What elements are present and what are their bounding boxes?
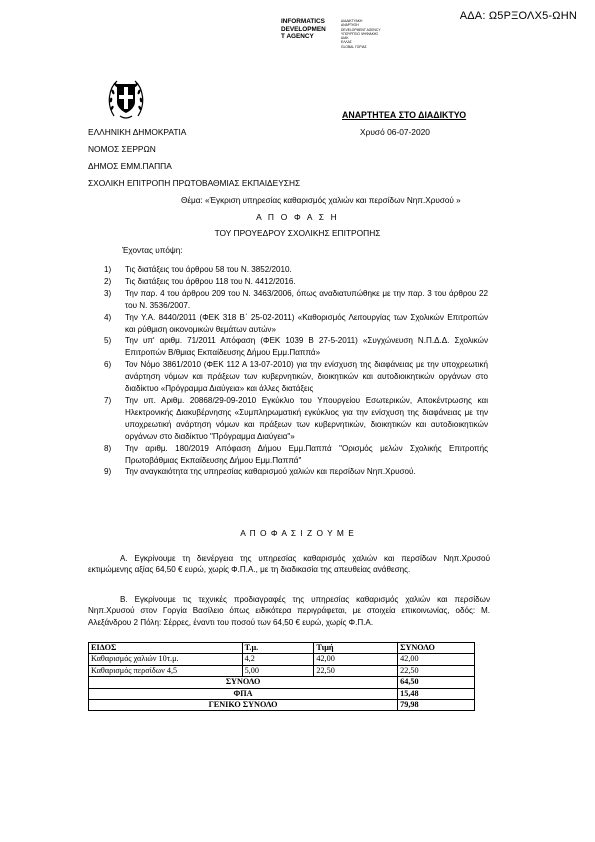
agency-logo bbox=[281, 18, 326, 41]
total-value: 64,50 bbox=[398, 677, 475, 688]
vat-label: ΦΠΑ bbox=[89, 688, 398, 699]
header-line-committee: ΣΧΟΛΙΚΗ ΕΠΙΤΡΟΠΗ ΠΡΩΤΟΒΑΘΜΙΑΣ ΕΚΠΑΙΔΕΥΣΗΣ bbox=[88, 178, 301, 188]
ada-code: ΑΔΑ: Ω5ΡΞΟΛΧ5-ΩΗΝ bbox=[459, 10, 577, 22]
list-item-text: Τον Νόμο 3861/2010 (ΦΕΚ 112 Α 13-07-2010) για την ενίσχυση της διαφάνειας με την υποχρεωτική ανάρτηση νόμων και πράξεων των κυβερνητικών, διοικητικών και αυτοδιοικητικών οργάνων στο διαδίκτυο «Πρόγραμμα Διαύγεια» και άλλες διατάξεις bbox=[125, 360, 488, 394]
header-line-republic: ΕΛΛΗΝΙΚΗ ΔΗΜΟΚΡΑΤΙΑ bbox=[88, 127, 187, 137]
list-item-text: Την αριθμ. 180/2019 Απόφαση Δήμου Εμμ.Παππά "Ορισμός μελών Σχολικής Επιτροπής Πρωτοβάθμιας Εκπαίδευσης Δήμου Εμμ.Παππά" bbox=[125, 443, 488, 465]
table-vat-row bbox=[89, 688, 475, 699]
agency-small-line: ΥΠΟΥΡΓΕΙΟ ΨΗΦΙΑΚΗΣ bbox=[341, 31, 379, 36]
decision-title: Α Π Ο Φ Α Σ Η bbox=[256, 212, 339, 222]
list-item-text: Την υπ' αριθμ. 71/2011 Απόφαση (ΦΕΚ 1039 Β 27-5-2011) «Συγχώνευση Ν.Π.Δ.Δ. Σχολικών Επιτροπών Β/θμιας Εκπαίδευσης Δήμου Εμμ.Παππά» bbox=[125, 336, 488, 358]
cost-table bbox=[88, 642, 475, 711]
header-line-prefecture: ΝΟΜΟΣ ΣΕΡΡΩΝ bbox=[88, 144, 156, 154]
list-item bbox=[104, 395, 488, 443]
decision-subtitle: ΤΟΥ ΠΡΟΥΕΔΡΟΥ ΣΧΟΛΙΚΗΣ ΕΠΙΤΡΟΠΗΣ bbox=[214, 228, 381, 238]
table-header-cell: Τιμή bbox=[314, 643, 398, 654]
agency-logo-line: DEVELOPMEN bbox=[281, 25, 326, 33]
list-item-number: 4) bbox=[104, 312, 112, 322]
list-item-text: Τις διατάξεις του άρθρου 58 του Ν. 3852/2010. bbox=[125, 265, 292, 274]
list-item-text: Την παρ. 4 του άρθρου 209 του Ν. 3463/2006, όπως αναδιατυπώθηκε με την παρ. 3 του άρθρου 22 του Ν. 3536/2007. bbox=[125, 288, 488, 310]
considerations-list bbox=[104, 264, 488, 478]
paragraph-b bbox=[88, 594, 490, 628]
list-item-number: 7) bbox=[104, 395, 112, 405]
table-header-cell: ΕΙΔΟΣ bbox=[89, 643, 243, 654]
agency-logo-small-text bbox=[341, 19, 381, 49]
table-cell: 42,00 bbox=[314, 654, 398, 665]
list-item bbox=[104, 443, 488, 467]
table-grand-total-row bbox=[89, 700, 475, 711]
list-item-number: 9) bbox=[104, 467, 112, 477]
decide-title: Α Π Ο Φ Α Σ Ι Ζ Ο Υ Μ Ε bbox=[240, 528, 355, 538]
table-header-cell: Τ.μ. bbox=[242, 643, 314, 654]
list-item bbox=[104, 359, 488, 395]
list-item-number: 6) bbox=[104, 360, 112, 370]
list-item-number: 1) bbox=[104, 265, 112, 274]
list-item-text: Την Υ.Α. 8440/2011 (ΦΕΚ 318 Β΄ 25-02-2011) «Καθορισμός Λειτουργίας των Σχολικών Επιτροπών και ρύθμιση οικονομικών θεμάτων αυτών» bbox=[125, 312, 488, 334]
list-item bbox=[104, 466, 488, 478]
table-header-row bbox=[89, 643, 475, 654]
list-item-text: Τις διατάξεις του άρθρου 118 του Ν. 4412/2016. bbox=[125, 276, 296, 286]
agency-logo-line: T AGENCY bbox=[281, 33, 314, 41]
table-cell: 22,50 bbox=[398, 665, 475, 676]
list-item-number: 2) bbox=[104, 276, 112, 286]
agency-small-line: ΔΙΑΔΙΚΤΥΑΚΗ bbox=[341, 19, 363, 23]
paragraph-a-text: Α. Εγκρίνουμε τη διενέργεια της υπηρεσίας καθαρισμός χαλιών και περσίδων Νηπ.Χρυσού εκτιμώμενης αξίας 64,50 € ευρώ, χωρίς Φ.Π.Α., με τη διαδικασία της απευθείας ανάθεσης. bbox=[88, 554, 490, 575]
agency-small-line: ΔΙΑΚ bbox=[341, 36, 349, 41]
table-cell: 4,2 bbox=[242, 654, 314, 665]
table-cell: Καθαρισμός χαλιών 10τ.μ. bbox=[89, 654, 243, 665]
subject-line: Θέμα: «Έγκριση υπηρεσίας καθαρισμός χαλιών και περσίδων Νηπ.Χρυσού » bbox=[181, 196, 461, 205]
publish-online-notice: ΑΝΑΡΤΗΤΕΑ ΣΤΟ ΔΙΑΔΙΚΤΥΟ bbox=[342, 110, 467, 120]
list-item bbox=[104, 264, 488, 276]
grand-total-value: 79,98 bbox=[398, 700, 475, 711]
agency-logo-line: INFORMATICS bbox=[281, 18, 325, 25]
list-item-text: Την υπ. Αριθμ. 20868/29-09-2010 Εγκύκλιο του Υπουργείου Εσωτερικών, Αποκέντρωσης και Ηλεκτρονικής Διακυβέρνησης «Συμπληρωματική εγκύκλιος για την ενίσχυση της διαφάνειας με την υποχρεωτική ανάρτηση νόμων και πράξεων των κυβερνητικών, διοικητικών και αυτοδιοικητικών οργάνων στο διαδίκτυο "Πρόγραμμα Διαύγεια"» bbox=[125, 395, 488, 441]
table-header-cell: ΣΥΝΟΛΟ bbox=[398, 643, 475, 654]
agency-small-line: ΕΛΛΑΣ bbox=[341, 40, 352, 45]
table-row bbox=[89, 654, 475, 665]
having-regard-label: Έχοντας υπόψη: bbox=[122, 246, 183, 255]
paragraph-b-text: Β. Εγκρίνουμε τις τεχνικές προδιαγραφές της υπηρεσίας καθαρισμός χαλιών και περσίδων Νηπ.Χρυσού στον Γοργία Βασίλειο όπως ειδικότερα περιγράφεται, με στοιχεία επικοινωνίας, οδός: Μ. Αλεξάνδρου 2 Πόλη: Σέρρες, έναντι του ποσού των 64,50 € ευρώ, χωρίς Φ.Π.Α. bbox=[88, 595, 490, 627]
paragraph-a bbox=[88, 553, 490, 576]
list-item bbox=[104, 335, 488, 359]
table-cell: 22,50 bbox=[314, 665, 398, 676]
header-line-municipality: ΔΗΜΟΣ ΕΜΜ.ΠΑΠΠΑ bbox=[88, 161, 172, 171]
table-cell: 42,00 bbox=[398, 654, 475, 665]
table-cell: 5,00 bbox=[242, 665, 314, 676]
table-total-row bbox=[89, 677, 475, 688]
list-item-number: 5) bbox=[104, 336, 112, 346]
table-cell: Καθαρισμός περσίδων 4,5 bbox=[89, 665, 243, 676]
list-item-number: 3) bbox=[104, 288, 112, 298]
agency-small-line: GLOBAL ΓΟΡΙΑΣ bbox=[341, 44, 367, 49]
list-item-text: Την αναγκαιότητα της υπηρεσίας καθαρισμού χαλιών και περσίδων Νηπ.Χρυσού. bbox=[125, 467, 416, 477]
grand-total-label: ΓΕΝΙΚΟ ΣΥΝΟΛΟ bbox=[89, 700, 398, 711]
agency-small-line: ΑΝΑΡΤΗΣΗ bbox=[341, 23, 359, 28]
greek-state-emblem-icon bbox=[108, 76, 144, 120]
place-date: Χρυσό 06-07-2020 bbox=[360, 127, 430, 137]
vat-value: 15,48 bbox=[398, 688, 475, 699]
list-item bbox=[104, 276, 488, 288]
table-row bbox=[89, 665, 475, 676]
agency-small-line: DEVELOPMENT AGENCY bbox=[341, 27, 381, 32]
total-label: ΣΥΝΟΛΟ bbox=[89, 677, 398, 688]
list-item bbox=[104, 288, 488, 312]
list-item-number: 8) bbox=[104, 443, 112, 453]
list-item bbox=[104, 312, 488, 336]
